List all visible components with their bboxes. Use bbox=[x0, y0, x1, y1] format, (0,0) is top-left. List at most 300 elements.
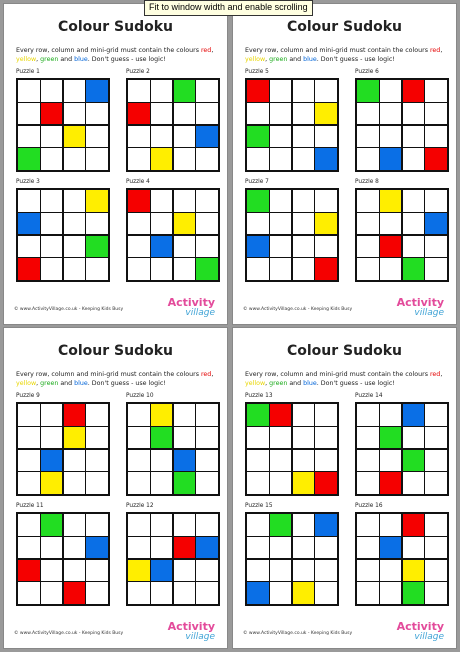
worksheet-page bbox=[232, 3, 457, 325]
instruction-blue: blue bbox=[303, 56, 317, 63]
cell-empty bbox=[18, 103, 40, 124]
instruction-post: . Don't guess - use logic! bbox=[87, 56, 166, 63]
cell-red bbox=[270, 404, 291, 426]
cell-empty bbox=[270, 258, 291, 280]
puzzle-label: Puzzle 16 bbox=[355, 503, 383, 509]
cell-red bbox=[403, 514, 425, 536]
cell-yellow bbox=[86, 190, 108, 212]
cell-yellow bbox=[128, 560, 150, 582]
worksheet-page bbox=[3, 3, 228, 325]
cell-empty bbox=[64, 514, 86, 536]
cell-empty bbox=[128, 404, 150, 426]
cell-yellow bbox=[315, 103, 337, 124]
worksheet-page bbox=[232, 327, 457, 649]
cell-blue bbox=[247, 582, 269, 604]
cell-empty bbox=[151, 126, 172, 148]
cell-empty bbox=[196, 427, 218, 448]
cell-empty bbox=[293, 80, 315, 102]
cell-red bbox=[315, 472, 337, 494]
cell-empty bbox=[425, 404, 447, 426]
instruction-and: and bbox=[287, 56, 304, 63]
cell-empty bbox=[174, 514, 196, 536]
cell-empty bbox=[128, 537, 150, 558]
cell-empty bbox=[128, 213, 150, 234]
cell-empty bbox=[293, 190, 315, 212]
instruction-green: green bbox=[40, 56, 59, 63]
fit-width-button[interactable]: Fit to window width and enable scrolling bbox=[144, 0, 313, 16]
puzzle-label: Puzzle 3 bbox=[16, 179, 40, 185]
cell-empty bbox=[64, 80, 86, 102]
cell-empty bbox=[128, 450, 150, 472]
cell-empty bbox=[403, 427, 425, 448]
cell-empty bbox=[41, 582, 62, 604]
cell-empty bbox=[41, 258, 62, 280]
cell-red bbox=[247, 80, 269, 102]
cell-empty bbox=[41, 404, 62, 426]
instruction-red: red bbox=[200, 47, 212, 54]
cell-empty bbox=[380, 213, 401, 234]
activity-village-logo bbox=[397, 622, 444, 642]
puzzle-label: Puzzle 9 bbox=[16, 393, 40, 399]
cell-empty bbox=[425, 236, 447, 258]
page-title: Colour Sudoku bbox=[286, 19, 403, 35]
cell-empty bbox=[425, 537, 447, 558]
cell-empty bbox=[64, 537, 86, 558]
cell-red bbox=[425, 148, 447, 170]
cell-yellow bbox=[380, 190, 401, 212]
cell-empty bbox=[357, 472, 379, 494]
cell-empty bbox=[174, 560, 196, 582]
cell-empty bbox=[128, 258, 150, 280]
instruction-yellow: yellow bbox=[16, 380, 37, 387]
cell-blue bbox=[403, 404, 425, 426]
cell-empty bbox=[425, 427, 447, 448]
cell-empty bbox=[151, 190, 172, 212]
cell-empty bbox=[425, 80, 447, 102]
sudoku-grid bbox=[126, 402, 220, 496]
cell-green bbox=[151, 427, 172, 448]
cell-empty bbox=[315, 537, 337, 558]
cell-green bbox=[174, 472, 196, 494]
activity-village-logo bbox=[168, 298, 215, 318]
cell-empty bbox=[380, 582, 401, 604]
cell-blue bbox=[247, 236, 269, 258]
puzzle-label: Puzzle 1 bbox=[16, 69, 40, 75]
cell-empty bbox=[293, 450, 315, 472]
cell-green bbox=[357, 80, 379, 102]
cell-empty bbox=[403, 190, 425, 212]
cell-empty bbox=[174, 103, 196, 124]
cell-green bbox=[247, 404, 269, 426]
instruction-and: and bbox=[287, 380, 304, 387]
cell-empty bbox=[293, 258, 315, 280]
cell-empty bbox=[357, 258, 379, 280]
cell-empty bbox=[174, 258, 196, 280]
activity-village-logo bbox=[168, 622, 215, 642]
cell-empty bbox=[270, 236, 291, 258]
cell-empty bbox=[315, 80, 337, 102]
cell-empty bbox=[425, 514, 447, 536]
cell-empty bbox=[425, 560, 447, 582]
cell-empty bbox=[86, 582, 108, 604]
cell-empty bbox=[357, 236, 379, 258]
cell-empty bbox=[86, 404, 108, 426]
sudoku-grid bbox=[355, 188, 449, 282]
instruction-post: . Don't guess - use logic! bbox=[316, 56, 395, 63]
cell-empty bbox=[41, 537, 62, 558]
sudoku-grid bbox=[16, 188, 110, 282]
cell-empty bbox=[196, 213, 218, 234]
instruction-post: . Don't guess - use logic! bbox=[316, 380, 395, 387]
instruction-post: . Don't guess - use logic! bbox=[87, 380, 166, 387]
logo-top: Activity bbox=[167, 296, 215, 309]
cell-empty bbox=[18, 427, 40, 448]
cell-empty bbox=[293, 427, 315, 448]
cell-empty bbox=[174, 427, 196, 448]
cell-empty bbox=[357, 126, 379, 148]
cell-empty bbox=[151, 80, 172, 102]
instruction-blue: blue bbox=[74, 380, 88, 387]
cell-empty bbox=[357, 582, 379, 604]
cell-empty bbox=[174, 404, 196, 426]
cell-empty bbox=[41, 560, 62, 582]
cell-empty bbox=[315, 190, 337, 212]
cell-empty bbox=[18, 472, 40, 494]
logo-top: Activity bbox=[396, 620, 444, 633]
cell-yellow bbox=[174, 213, 196, 234]
cell-blue bbox=[196, 537, 218, 558]
cell-empty bbox=[196, 190, 218, 212]
cell-empty bbox=[64, 560, 86, 582]
cell-empty bbox=[196, 582, 218, 604]
puzzle-label: Puzzle 8 bbox=[355, 179, 379, 185]
cell-empty bbox=[270, 126, 291, 148]
instructions bbox=[245, 46, 446, 64]
instruction-pre: Every row, column and mini-grid must contain the colours bbox=[245, 371, 430, 378]
instruction-yellow: yellow bbox=[245, 56, 266, 63]
cell-empty bbox=[380, 258, 401, 280]
instruction-sep2: , bbox=[265, 56, 270, 63]
cell-empty bbox=[196, 148, 218, 170]
cell-yellow bbox=[151, 148, 172, 170]
cell-empty bbox=[380, 450, 401, 472]
sudoku-grid bbox=[126, 512, 220, 606]
cell-empty bbox=[196, 514, 218, 536]
cell-empty bbox=[315, 404, 337, 426]
cell-empty bbox=[174, 236, 196, 258]
cell-red bbox=[380, 236, 401, 258]
cell-empty bbox=[247, 560, 269, 582]
cell-blue bbox=[18, 213, 40, 234]
cell-empty bbox=[64, 472, 86, 494]
footer-text: © www.ActivityVillage.co.uk - Keeping Kids Busy bbox=[14, 631, 124, 636]
instruction-red: red bbox=[429, 371, 441, 378]
cell-empty bbox=[64, 190, 86, 212]
cell-empty bbox=[41, 427, 62, 448]
cell-blue bbox=[86, 80, 108, 102]
cell-empty bbox=[293, 213, 315, 234]
cell-empty bbox=[174, 582, 196, 604]
sudoku-grid bbox=[355, 78, 449, 172]
cell-empty bbox=[86, 427, 108, 448]
cell-empty bbox=[128, 472, 150, 494]
cell-yellow bbox=[293, 582, 315, 604]
cell-empty bbox=[86, 560, 108, 582]
cell-empty bbox=[41, 148, 62, 170]
cell-empty bbox=[425, 190, 447, 212]
cell-empty bbox=[18, 190, 40, 212]
cell-empty bbox=[247, 427, 269, 448]
cell-empty bbox=[196, 404, 218, 426]
cell-empty bbox=[196, 80, 218, 102]
footer-text: © www.ActivityVillage.co.uk - Keeping Kids Busy bbox=[243, 307, 353, 312]
sudoku-grid bbox=[16, 512, 110, 606]
cell-empty bbox=[380, 126, 401, 148]
cell-green bbox=[270, 514, 291, 536]
cell-empty bbox=[151, 514, 172, 536]
cell-empty bbox=[64, 450, 86, 472]
footer-text: © www.ActivityVillage.co.uk - Keeping Kids Busy bbox=[14, 307, 124, 312]
cell-yellow bbox=[64, 427, 86, 448]
footer-text: © www.ActivityVillage.co.uk - Keeping Kids Busy bbox=[243, 631, 353, 636]
cell-blue bbox=[196, 126, 218, 148]
cell-empty bbox=[151, 450, 172, 472]
cell-empty bbox=[64, 213, 86, 234]
cell-empty bbox=[41, 236, 62, 258]
cell-empty bbox=[41, 213, 62, 234]
puzzle-label: Puzzle 11 bbox=[16, 503, 44, 509]
cell-red bbox=[18, 560, 40, 582]
instruction-sep1: , bbox=[211, 47, 214, 54]
cell-red bbox=[128, 103, 150, 124]
puzzle-label: Puzzle 2 bbox=[126, 69, 150, 75]
cell-empty bbox=[151, 472, 172, 494]
cell-empty bbox=[270, 537, 291, 558]
instruction-sep2: , bbox=[36, 56, 41, 63]
cell-empty bbox=[357, 103, 379, 124]
page-title: Colour Sudoku bbox=[57, 343, 174, 359]
instructions bbox=[16, 46, 217, 64]
cell-empty bbox=[403, 213, 425, 234]
cell-empty bbox=[247, 103, 269, 124]
cell-empty bbox=[425, 126, 447, 148]
cell-empty bbox=[270, 80, 291, 102]
cell-empty bbox=[403, 103, 425, 124]
sudoku-grid bbox=[16, 402, 110, 496]
cell-blue bbox=[315, 514, 337, 536]
cell-empty bbox=[196, 103, 218, 124]
cell-empty bbox=[196, 560, 218, 582]
instruction-and: and bbox=[58, 380, 75, 387]
cell-empty bbox=[247, 537, 269, 558]
cell-empty bbox=[247, 213, 269, 234]
sudoku-grid bbox=[355, 402, 449, 496]
logo-bottom: village bbox=[414, 308, 444, 318]
cell-empty bbox=[64, 148, 86, 170]
cell-red bbox=[403, 80, 425, 102]
cell-blue bbox=[174, 450, 196, 472]
cell-green bbox=[380, 427, 401, 448]
cell-empty bbox=[315, 560, 337, 582]
cell-empty bbox=[357, 514, 379, 536]
cell-empty bbox=[403, 126, 425, 148]
cell-empty bbox=[293, 560, 315, 582]
cell-empty bbox=[357, 404, 379, 426]
instruction-yellow: yellow bbox=[245, 380, 266, 387]
cell-empty bbox=[64, 103, 86, 124]
cell-empty bbox=[128, 514, 150, 536]
cell-empty bbox=[293, 514, 315, 536]
cell-empty bbox=[41, 190, 62, 212]
cell-empty bbox=[247, 450, 269, 472]
cell-yellow bbox=[315, 213, 337, 234]
cell-empty bbox=[64, 258, 86, 280]
cell-empty bbox=[18, 126, 40, 148]
cell-empty bbox=[425, 258, 447, 280]
cell-empty bbox=[128, 80, 150, 102]
cell-empty bbox=[403, 537, 425, 558]
cell-blue bbox=[315, 148, 337, 170]
cell-red bbox=[18, 258, 40, 280]
cell-empty bbox=[270, 560, 291, 582]
cell-empty bbox=[41, 126, 62, 148]
cell-empty bbox=[403, 236, 425, 258]
cell-empty bbox=[86, 103, 108, 124]
sudoku-grid bbox=[245, 512, 339, 606]
cell-red bbox=[64, 404, 86, 426]
cell-empty bbox=[174, 126, 196, 148]
cell-empty bbox=[293, 537, 315, 558]
cell-empty bbox=[357, 213, 379, 234]
logo-bottom: village bbox=[185, 632, 215, 642]
cell-empty bbox=[247, 258, 269, 280]
logo-top: Activity bbox=[167, 620, 215, 633]
cell-empty bbox=[196, 472, 218, 494]
cell-empty bbox=[315, 450, 337, 472]
page-title: Colour Sudoku bbox=[57, 19, 174, 35]
cell-empty bbox=[128, 236, 150, 258]
cell-empty bbox=[86, 472, 108, 494]
instruction-blue: blue bbox=[74, 56, 88, 63]
cell-green bbox=[403, 582, 425, 604]
cell-empty bbox=[293, 404, 315, 426]
cell-empty bbox=[18, 537, 40, 558]
cell-empty bbox=[196, 236, 218, 258]
sudoku-grid bbox=[16, 78, 110, 172]
cell-empty bbox=[357, 450, 379, 472]
cell-green bbox=[403, 450, 425, 472]
cell-empty bbox=[86, 126, 108, 148]
logo-bottom: village bbox=[414, 632, 444, 642]
cell-empty bbox=[380, 514, 401, 536]
cell-red bbox=[380, 472, 401, 494]
cell-green bbox=[247, 190, 269, 212]
puzzle-label: Puzzle 10 bbox=[126, 393, 154, 399]
cell-empty bbox=[18, 236, 40, 258]
cell-green bbox=[41, 514, 62, 536]
cell-empty bbox=[357, 148, 379, 170]
worksheet-page bbox=[3, 327, 228, 649]
cell-empty bbox=[293, 148, 315, 170]
puzzle-label: Puzzle 14 bbox=[355, 393, 383, 399]
cell-empty bbox=[18, 514, 40, 536]
cell-empty bbox=[403, 472, 425, 494]
cell-green bbox=[403, 258, 425, 280]
cell-yellow bbox=[64, 126, 86, 148]
cell-empty bbox=[270, 213, 291, 234]
cell-red bbox=[41, 103, 62, 124]
cell-empty bbox=[293, 103, 315, 124]
cell-empty bbox=[425, 582, 447, 604]
logo-top: Activity bbox=[396, 296, 444, 309]
cell-empty bbox=[151, 537, 172, 558]
sudoku-grid bbox=[245, 188, 339, 282]
cell-empty bbox=[357, 560, 379, 582]
cell-green bbox=[86, 236, 108, 258]
cell-empty bbox=[151, 103, 172, 124]
cell-empty bbox=[174, 148, 196, 170]
cell-red bbox=[64, 582, 86, 604]
cell-blue bbox=[380, 537, 401, 558]
cell-empty bbox=[315, 427, 337, 448]
cell-empty bbox=[357, 427, 379, 448]
sudoku-grid bbox=[245, 402, 339, 496]
instruction-green: green bbox=[269, 56, 288, 63]
cell-empty bbox=[18, 450, 40, 472]
cell-empty bbox=[151, 213, 172, 234]
cell-empty bbox=[380, 80, 401, 102]
instruction-sep1: , bbox=[440, 47, 443, 54]
instruction-yellow: yellow bbox=[16, 56, 37, 63]
cell-empty bbox=[270, 472, 291, 494]
instruction-sep1: , bbox=[211, 371, 214, 378]
cell-yellow bbox=[151, 404, 172, 426]
puzzle-label: Puzzle 15 bbox=[245, 503, 273, 509]
cell-red bbox=[128, 190, 150, 212]
instruction-sep2: , bbox=[265, 380, 270, 387]
instruction-green: green bbox=[269, 380, 288, 387]
instruction-pre: Every row, column and mini-grid must contain the colours bbox=[16, 371, 201, 378]
cell-empty bbox=[196, 450, 218, 472]
instructions bbox=[16, 370, 217, 388]
cell-green bbox=[247, 126, 269, 148]
cell-empty bbox=[315, 582, 337, 604]
cell-yellow bbox=[41, 472, 62, 494]
cell-yellow bbox=[403, 560, 425, 582]
cell-empty bbox=[247, 148, 269, 170]
sudoku-grid bbox=[245, 78, 339, 172]
cell-empty bbox=[64, 236, 86, 258]
cell-empty bbox=[174, 190, 196, 212]
activity-village-logo bbox=[397, 298, 444, 318]
cell-red bbox=[315, 258, 337, 280]
instruction-green: green bbox=[40, 380, 59, 387]
cell-empty bbox=[86, 258, 108, 280]
cell-empty bbox=[270, 450, 291, 472]
cell-empty bbox=[270, 103, 291, 124]
cell-empty bbox=[86, 148, 108, 170]
cell-blue bbox=[41, 450, 62, 472]
cell-green bbox=[196, 258, 218, 280]
page-title: Colour Sudoku bbox=[286, 343, 403, 359]
cell-blue bbox=[86, 537, 108, 558]
cell-empty bbox=[128, 427, 150, 448]
instruction-red: red bbox=[429, 47, 441, 54]
cell-empty bbox=[86, 514, 108, 536]
puzzle-label: Puzzle 5 bbox=[245, 69, 269, 75]
sudoku-grid bbox=[355, 512, 449, 606]
sudoku-grid bbox=[126, 188, 220, 282]
